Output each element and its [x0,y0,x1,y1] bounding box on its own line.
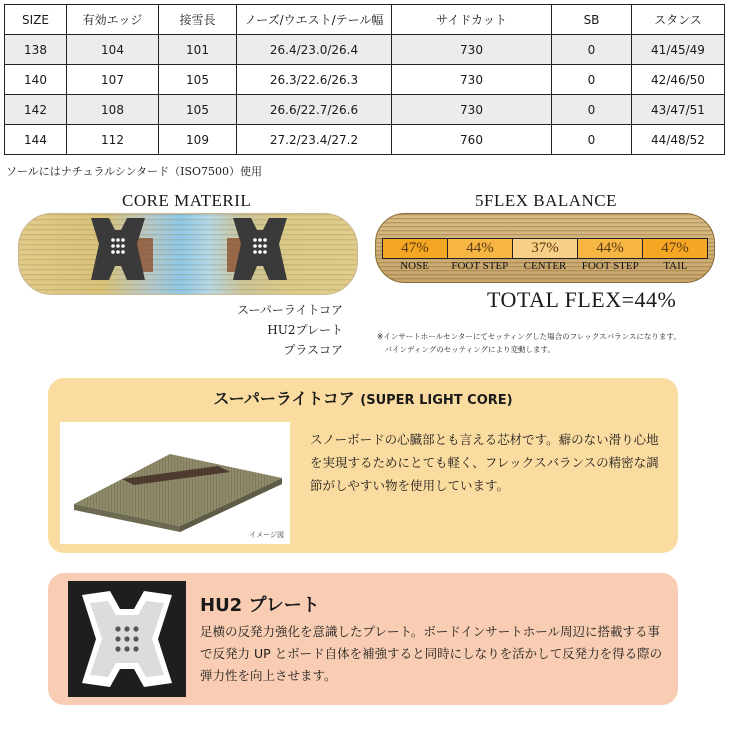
flex-value-center: 37% [513,239,578,258]
cell-widths: 26.4/23.0/26.4 [237,35,392,65]
hu2-plate-body: 足横の反発力強化を意識したプレート。ボードインサートホール周辺に搭載する事で反発力 UP とボード自体を補強すると同時にしなりを活かして反発力を得る際の弾力性を向上させます。 [200,624,663,683]
flex-label-row [382,260,708,272]
cell-stance: 42/46/50 [632,65,725,95]
flex-note-line: バインディングのセッティングにより変動します。 [377,345,555,354]
cell-size: 144 [5,125,67,155]
flex-value-foot-step-front: 44% [448,239,513,258]
header-stance: スタンス [632,5,725,35]
cell-contact-length: 105 [159,65,237,95]
hu2-plate-panel [48,573,678,705]
cell-contact-length: 101 [159,35,237,65]
flex-label-nose: NOSE [400,260,429,272]
cell-effective-edge: 112 [67,125,159,155]
hu2-plate-left-icon [91,218,145,280]
flex-balance-title: 5FLEX BALANCE [475,191,618,210]
cell-setback: 0 [552,95,632,125]
flex-value-strip [382,238,708,259]
header-widths: ノーズ/ウエスト/テール幅 [237,5,392,35]
cell-stance: 41/45/49 [632,35,725,65]
flex-note-line: ※インサートホールセンターにてセッティングした場合のフレックスバランスになります。 [377,332,681,341]
super-light-core-title [48,386,678,409]
cell-sidecut: 730 [392,35,552,65]
cell-effective-edge: 108 [67,95,159,125]
cell-widths: 26.3/22.6/26.3 [237,65,392,95]
hu2-plate-icon [68,581,186,697]
flex-board-illustration [375,213,715,283]
header-contact-length: 接雪長 [159,5,237,35]
flex-label-foot-step-rear: FOOT STEP [581,260,639,272]
hu2-plate-right-icon [233,218,287,280]
cell-size: 140 [5,65,67,95]
flex-label-foot-step-front: FOOT STEP [451,260,509,272]
cell-size: 138 [5,35,67,65]
core-legend [237,300,343,360]
cell-setback: 0 [552,65,632,95]
legend-hu2-plate: HU2プレート [267,323,343,337]
flex-note [377,330,722,356]
super-light-core-title-ja: スーパーライトコア [213,389,355,408]
cell-setback: 0 [552,125,632,155]
flex-value-tail: 47% [643,239,707,258]
flex-value-foot-step-rear: 44% [578,239,643,258]
cell-setback: 0 [552,35,632,65]
spec-table [4,4,725,155]
cell-sidecut: 760 [392,125,552,155]
core-board-illustration [18,213,358,295]
cell-contact-length: 105 [159,95,237,125]
cell-effective-edge: 104 [67,35,159,65]
legend-plus-core: プラスコア [283,343,343,357]
cell-contact-length: 109 [159,125,237,155]
cell-size: 142 [5,95,67,125]
header-effective-edge: 有効エッジ [67,5,159,35]
core-mat-illustration [60,422,290,544]
core-mat-image [60,422,290,544]
cell-stance: 44/48/52 [632,125,725,155]
super-light-core-body: スノーボードの心臓部とも言える芯材です。癖のない滑り心地を実現するためにとても軽く、フレックスバランスの精密な調節がしやすい物を使用しています。 [310,432,659,493]
core-plates-graphic [19,214,358,295]
flex-label-tail: TAIL [663,260,688,272]
cell-sidecut: 730 [392,95,552,125]
spec-header-row [5,5,725,35]
sole-note: ソールにはナチュラルシンタード（ISO7500）使用 [6,165,263,178]
flex-value-nose: 47% [383,239,448,258]
flex-label-center: CENTER [523,260,567,272]
cell-widths: 27.2/23.4/27.2 [237,125,392,155]
header-setback: SB [552,5,632,35]
super-light-core-title-en: (SUPER LIGHT CORE) [360,393,513,408]
header-size: SIZE [5,5,67,35]
table-row [5,95,725,125]
core-material-title: CORE MATERIL [122,191,252,210]
hu2-plate-title: HU2 プレート [200,595,320,616]
core-image-caption: イメージ図 [249,531,284,539]
table-row [5,125,725,155]
cell-effective-edge: 107 [67,65,159,95]
cell-sidecut: 730 [392,65,552,95]
header-sidecut: サイドカット [392,5,552,35]
legend-super-light-core: スーパーライトコア [237,303,343,317]
cell-stance: 43/47/51 [632,95,725,125]
table-row [5,65,725,95]
super-light-core-panel [48,378,678,553]
cell-widths: 26.6/22.7/26.6 [237,95,392,125]
table-row [5,35,725,65]
total-flex: TOTAL FLEX=44% [487,287,677,312]
